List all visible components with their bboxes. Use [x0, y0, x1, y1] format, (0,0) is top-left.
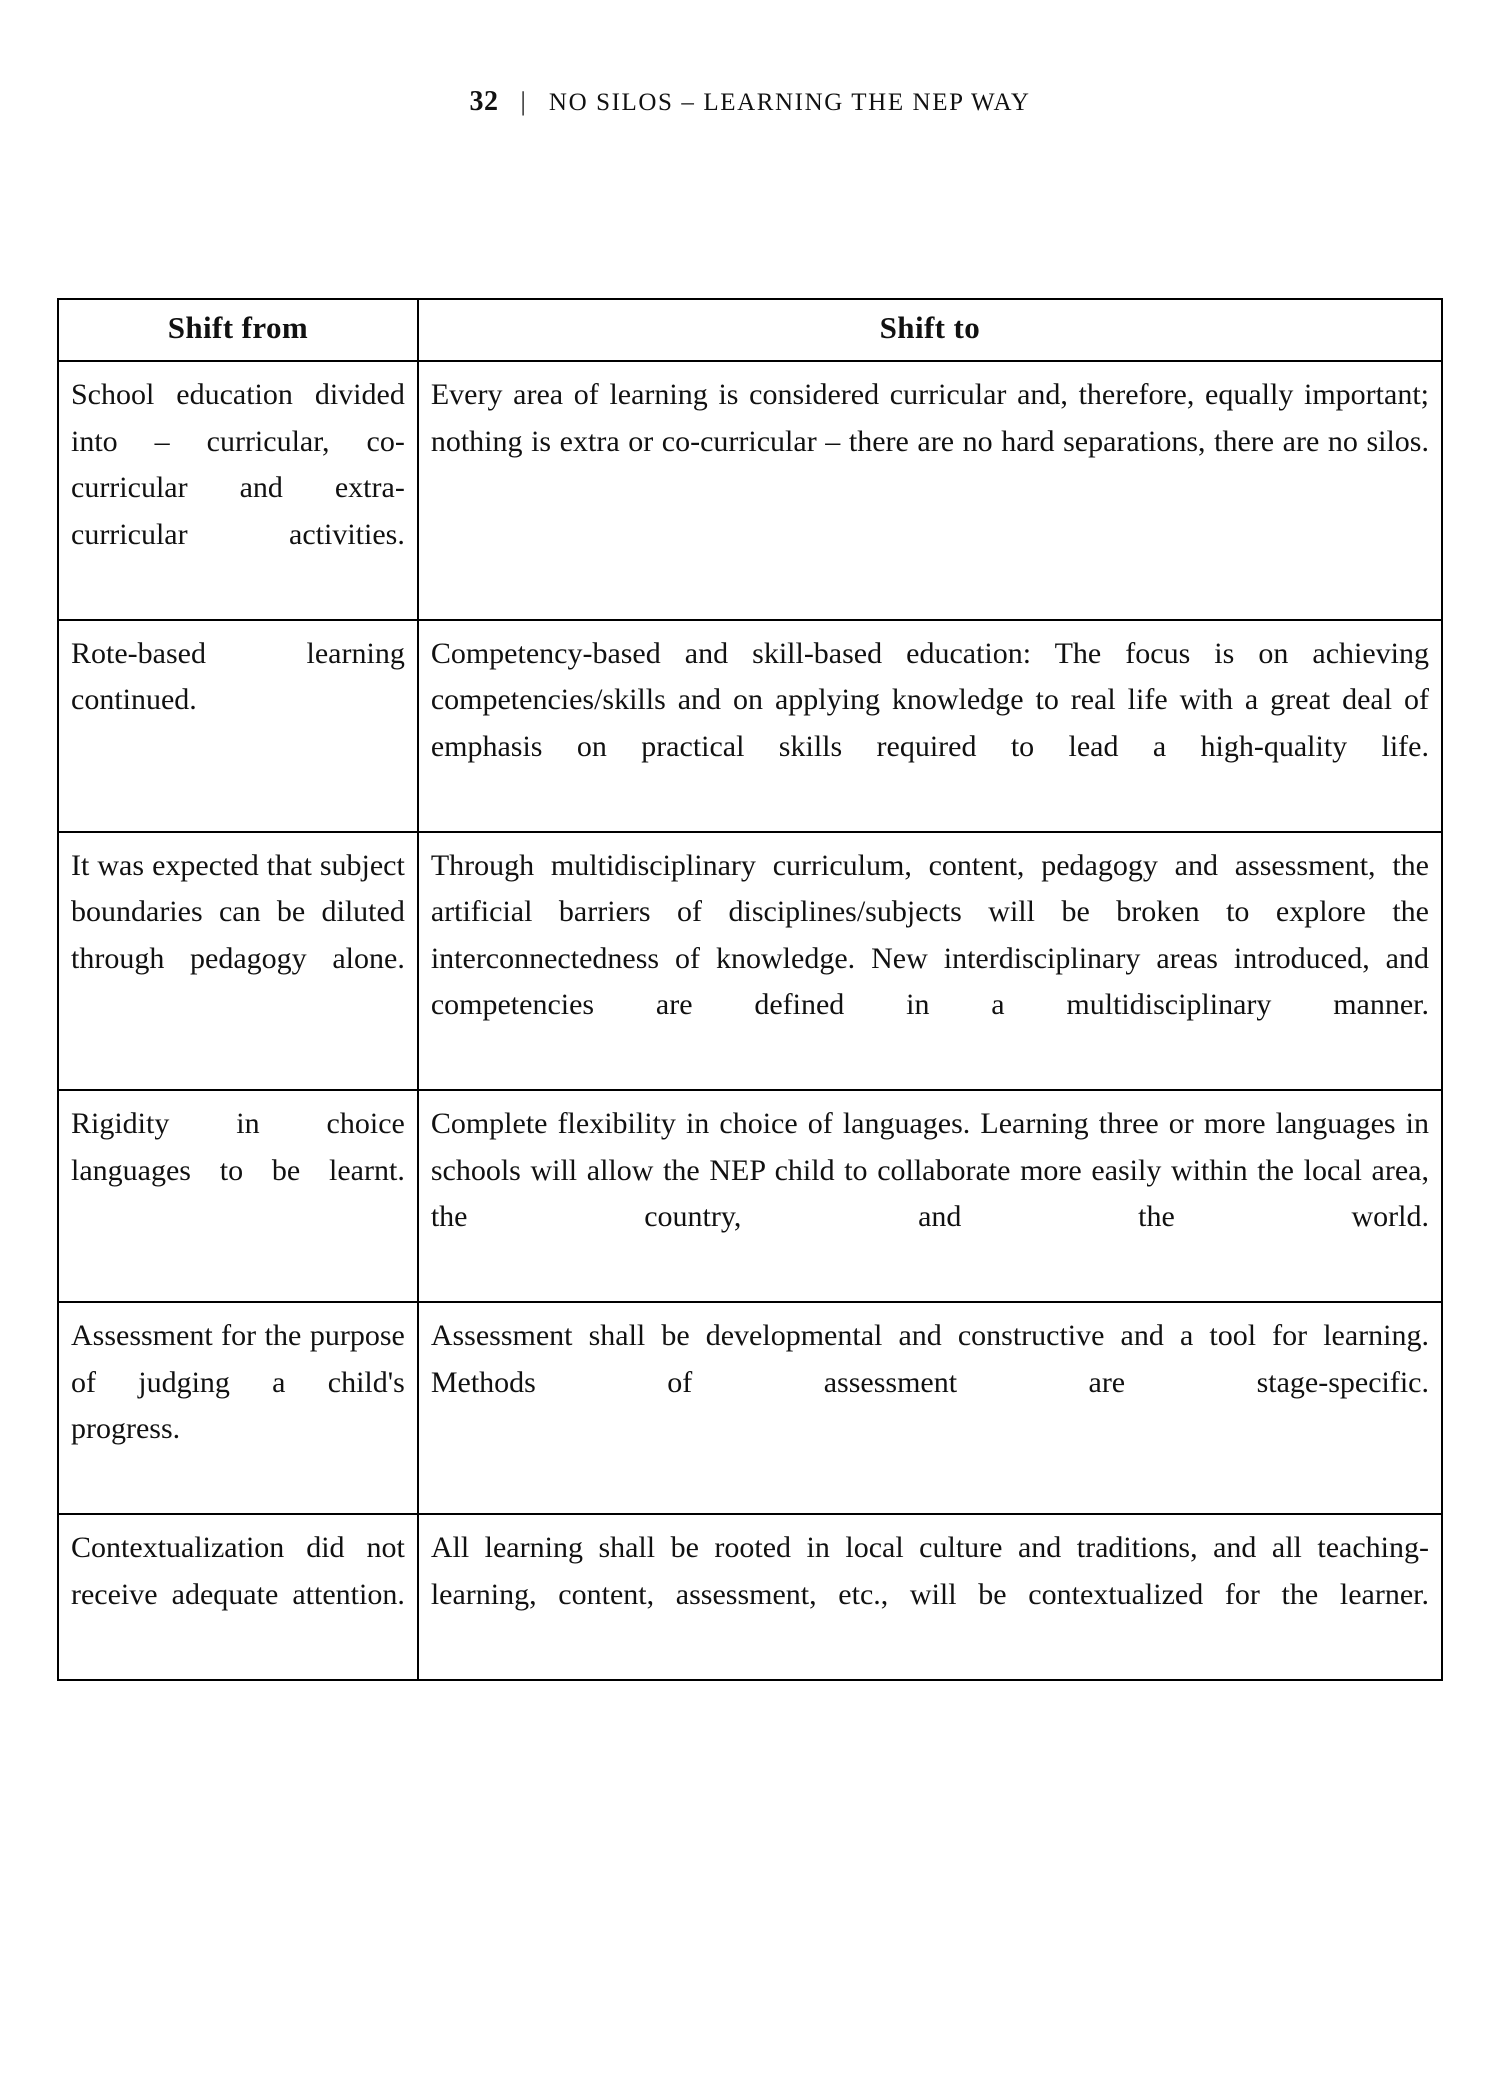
running-head-separator: |	[520, 87, 527, 116]
cell-shift-from	[58, 1514, 418, 1680]
column-header-shift-to: Shift to	[418, 299, 1442, 361]
table-header	[58, 299, 1442, 361]
shift-table-container	[57, 298, 1443, 1681]
running-head-title: NO SILOS – LEARNING THE NEP WAY	[548, 89, 1031, 116]
cell-text: It was expected that subject boundaries can be diluted through pedagogy alone.	[71, 848, 405, 975]
page-number: 32	[469, 86, 499, 117]
cell-text: Rote-based learning continued.	[71, 636, 405, 716]
cell-text: Contextualization did not receive adequate attention.	[71, 1531, 405, 1611]
cell-text: School education divided into – curricular, co-curricular and extra-curricular activities.	[71, 378, 405, 551]
cell-text: All learning shall be rooted in local culture and traditions, and all teaching-learning, content, assessment, etc., will be contextualized for the learner.	[430, 1531, 1429, 1611]
cell-text: Competency-based and skill-based education: The focus is on achieving competencies/skills and on applying knowledge to real life with a great deal of emphasis on practical skills required to lead a high-quality life.	[430, 636, 1429, 763]
cell-shift-from	[58, 361, 418, 620]
cell-shift-from	[58, 1302, 418, 1514]
cell-text: Assessment shall be developmental and constructive and a tool for learning. Methods of assessment are stage-specific.	[430, 1319, 1429, 1399]
table-row	[58, 1090, 1442, 1302]
cell-shift-to	[418, 1302, 1442, 1514]
cell-shift-to	[418, 620, 1442, 832]
running-head	[0, 86, 1500, 118]
cell-text: Rigidity in choice languages to be learnt.	[71, 1107, 405, 1187]
cell-shift-from	[58, 620, 418, 832]
column-header-shift-from: Shift from	[58, 299, 418, 361]
cell-text: Complete flexibility in choice of languages. Learning three or more languages in schools will allow the NEP child to collaborate more easily within the local area, the country, and the world.	[430, 1107, 1429, 1233]
document-page	[0, 86, 1500, 2086]
table-header-row	[58, 299, 1442, 361]
table-row	[58, 832, 1442, 1091]
cell-text: Every area of learning is considered curricular and, therefore, equally important; nothing is extra or co-curricular – there are no hard separations, there are no silos.	[430, 378, 1429, 458]
table-row	[58, 620, 1442, 832]
table-row	[58, 361, 1442, 620]
shift-table	[57, 298, 1443, 1681]
cell-shift-to	[418, 361, 1442, 620]
table-body	[58, 361, 1442, 1680]
cell-shift-to	[418, 1090, 1442, 1302]
cell-shift-from	[58, 1090, 418, 1302]
cell-shift-to	[418, 1514, 1442, 1680]
cell-text: Assessment for the purpose of judging a child's progress.	[71, 1319, 405, 1445]
cell-shift-to	[418, 832, 1442, 1091]
table-row	[58, 1302, 1442, 1514]
cell-text: Through multidisciplinary curriculum, content, pedagogy and assessment, the artificial barriers of disciplines/subjects will be broken to explore the interconnectedness of knowledge. New interdisciplinary areas introduced, and competencies are defined in a multidisciplinary manner.	[430, 848, 1429, 1021]
table-row	[58, 1514, 1442, 1680]
cell-shift-from	[58, 832, 418, 1091]
